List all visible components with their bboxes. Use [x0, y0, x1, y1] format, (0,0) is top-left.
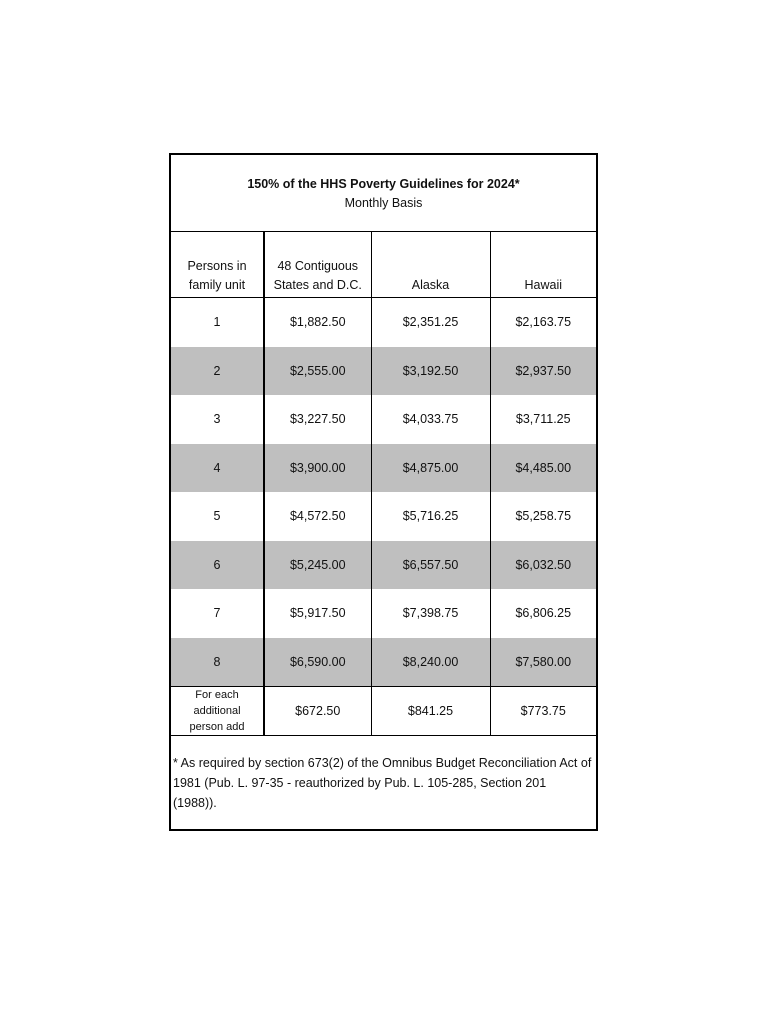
cell-alaska: $5,716.25: [371, 492, 490, 541]
cell-persons: 8: [171, 638, 264, 687]
header-contiguous-line1: 48 Contiguous: [277, 259, 359, 273]
cell-persons: 7: [171, 589, 264, 638]
cell-persons: 1: [171, 298, 264, 347]
table-row: [171, 541, 596, 590]
cell-persons: 4: [171, 444, 264, 493]
cell-hawaii-additional: $773.75: [490, 687, 596, 736]
cell-alaska: $4,033.75: [371, 395, 490, 444]
guidelines-table: [171, 231, 596, 736]
cell-persons: 2: [171, 347, 264, 396]
cell-hawaii: $2,937.50: [490, 347, 596, 396]
header-contiguous-line2: States and D.C.: [273, 278, 362, 292]
header-hawaii: Hawaii: [490, 231, 596, 298]
title-block: [171, 155, 596, 232]
cell-alaska: $7,398.75: [371, 589, 490, 638]
cell-contiguous: $3,900.00: [264, 444, 371, 493]
document-title: 150% of the HHS Poverty Guidelines for 2024*: [247, 177, 520, 191]
cell-contiguous-additional: $672.50: [264, 687, 371, 736]
cell-contiguous: $1,882.50: [264, 298, 371, 347]
header-persons-line2: family unit: [188, 278, 246, 292]
poverty-guidelines-document: [169, 153, 598, 831]
cell-alaska: $3,192.50: [371, 347, 490, 396]
cell-alaska: $8,240.00: [371, 638, 490, 687]
cell-contiguous: $2,555.00: [264, 347, 371, 396]
cell-hawaii: $7,580.00: [490, 638, 596, 687]
additional-label-line3: person add: [189, 721, 245, 733]
cell-alaska-additional: $841.25: [371, 687, 490, 736]
header-persons: [171, 231, 264, 298]
cell-contiguous: $3,227.50: [264, 395, 371, 444]
cell-contiguous: $5,245.00: [264, 541, 371, 590]
cell-contiguous: $5,917.50: [264, 589, 371, 638]
document-subtitle: Monthly Basis: [344, 196, 423, 210]
header-contiguous: [264, 231, 371, 298]
cell-persons: 3: [171, 395, 264, 444]
cell-hawaii: $4,485.00: [490, 444, 596, 493]
additional-label-line2: additional: [193, 705, 241, 717]
table-header-row: [171, 231, 596, 298]
cell-alaska: $6,557.50: [371, 541, 490, 590]
table-row: [171, 638, 596, 687]
cell-hawaii: $3,711.25: [490, 395, 596, 444]
additional-label-line1: For each: [195, 689, 239, 701]
header-persons-line1: Persons in: [187, 259, 247, 273]
additional-person-label: [171, 687, 264, 736]
table-row: [171, 444, 596, 493]
cell-persons: 5: [171, 492, 264, 541]
cell-hawaii: $5,258.75: [490, 492, 596, 541]
cell-alaska: $2,351.25: [371, 298, 490, 347]
cell-hawaii: $2,163.75: [490, 298, 596, 347]
table-row: [171, 347, 596, 396]
table-row: [171, 395, 596, 444]
cell-hawaii: $6,032.50: [490, 541, 596, 590]
footnote: * As required by section 673(2) of the Omnibus Budget Reconciliation Act of 1981 (Pub. L. 97-35 - reauthorized by Pub. L. 105-285, Section 201 (1988)).: [173, 756, 592, 810]
header-alaska: Alaska: [371, 231, 490, 298]
cell-alaska: $4,875.00: [371, 444, 490, 493]
cell-contiguous: $4,572.50: [264, 492, 371, 541]
table-row: [171, 589, 596, 638]
cell-persons: 6: [171, 541, 264, 590]
table-row: [171, 298, 596, 347]
cell-contiguous: $6,590.00: [264, 638, 371, 687]
table-row: [171, 492, 596, 541]
cell-hawaii: $6,806.25: [490, 589, 596, 638]
additional-person-row: [171, 687, 596, 736]
